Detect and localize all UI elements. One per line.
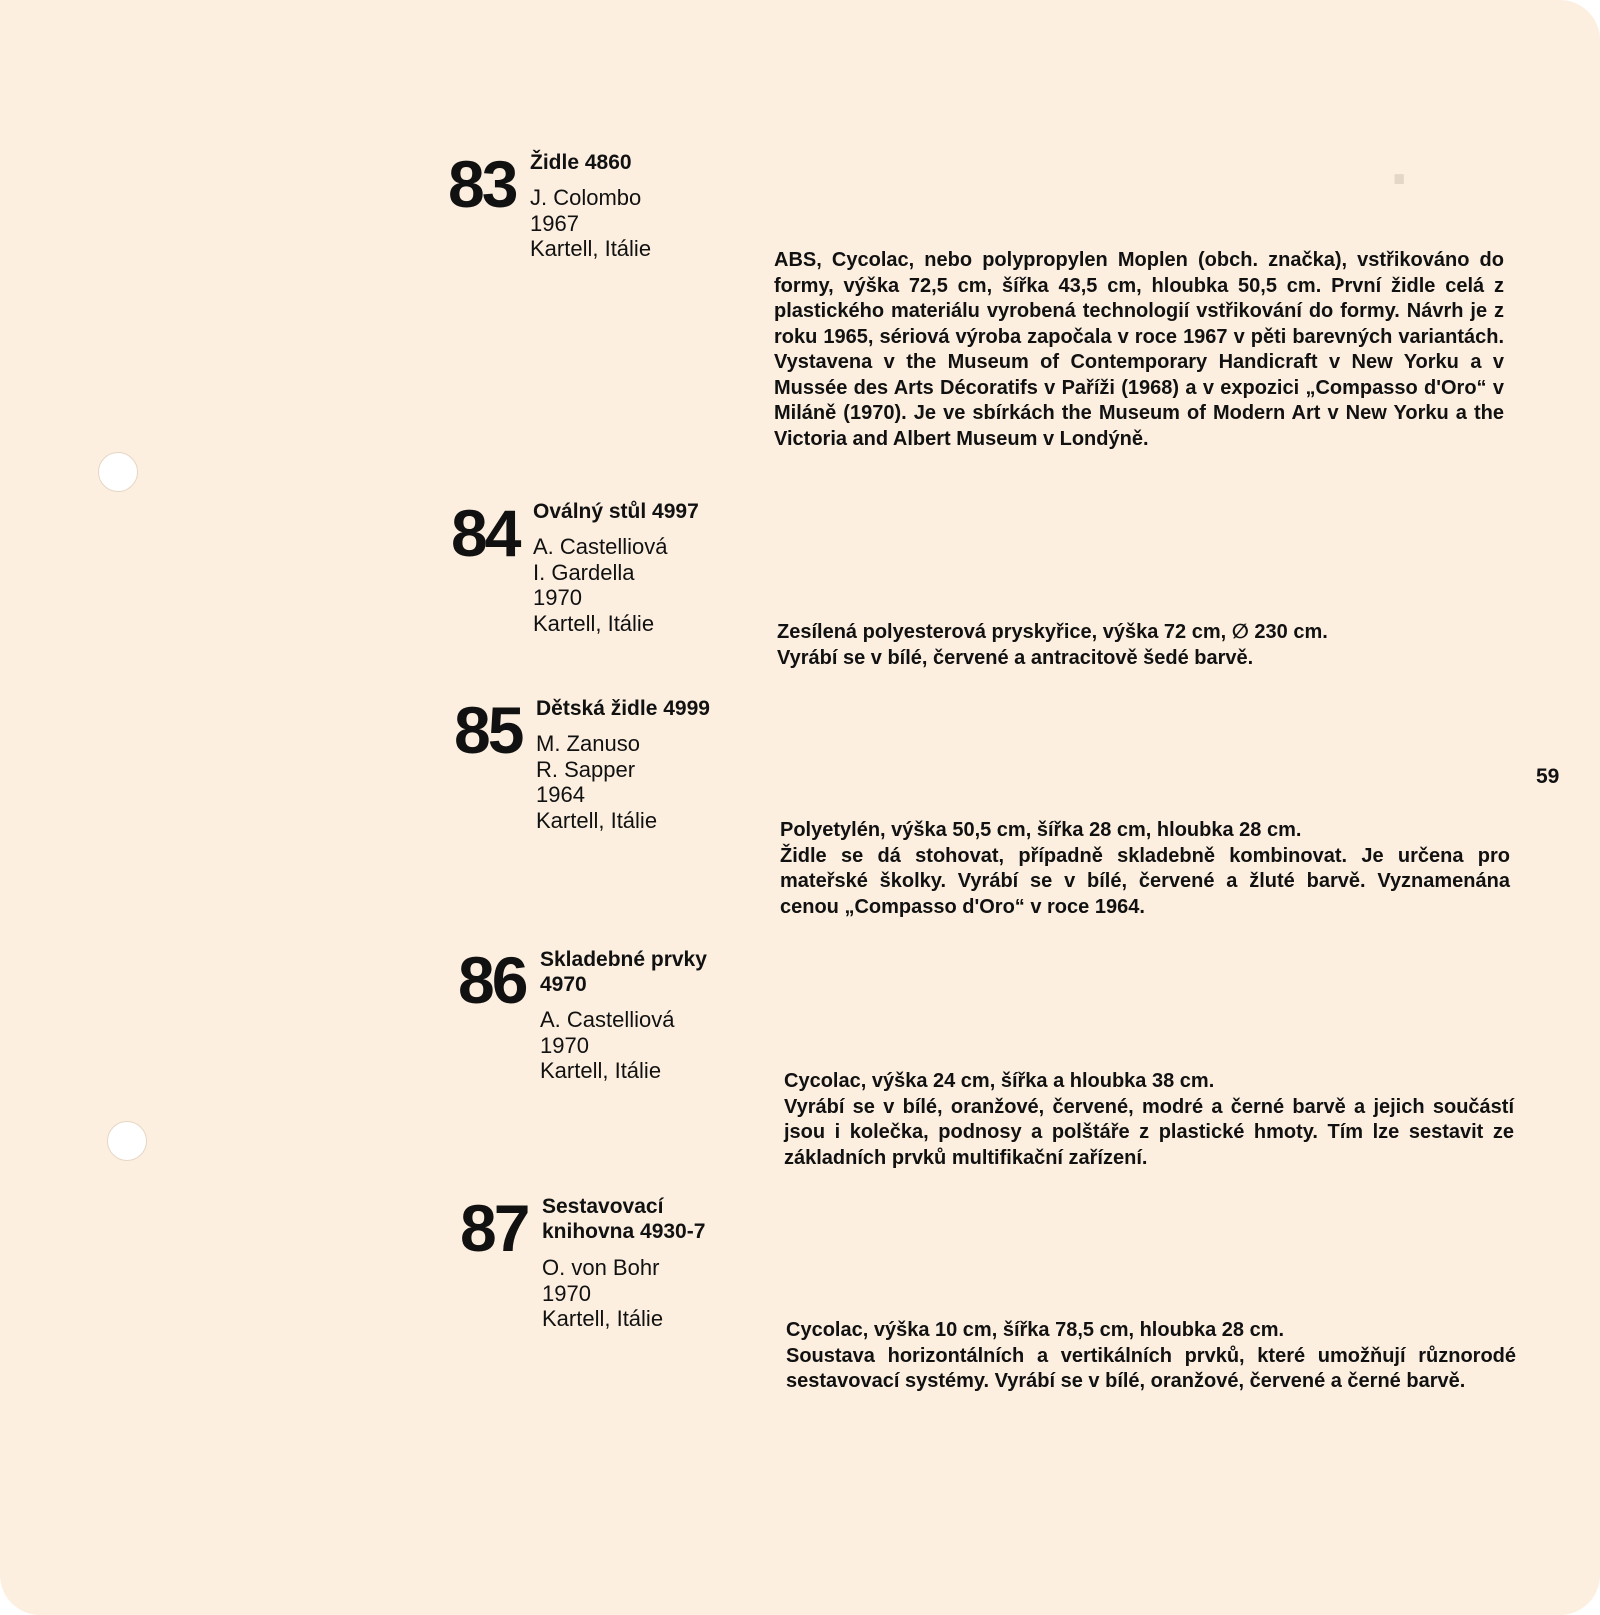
description-line: Polyetylén, výška 50,5 cm, šířka 28 cm, hloubka 28 cm.	[780, 819, 1302, 841]
year: 1970	[533, 585, 582, 610]
description-line: Cycolac, výška 10 cm, šířka 78,5 cm, hloubka 28 cm.	[786, 1319, 1285, 1341]
description-line: Vyrábí se v bílé, oranžové, červené, modré a černé barvě a jejich součástí jsou i kolečka, podnosy a polštáře z plastické hmoty. Tím lze sestavit ze základních prvků multifikační zařízení.	[784, 1095, 1514, 1169]
entry-meta	[536, 731, 657, 833]
entry-title: Dětská židle 4999	[536, 697, 710, 720]
entry-meta	[530, 185, 651, 262]
show-through-ghost: ·	[1390, 141, 1412, 215]
manufacturer: Kartell, Itálie	[540, 1058, 662, 1083]
designer: A. Castelliová	[540, 1007, 675, 1032]
entry-meta	[540, 1007, 675, 1084]
description-line: Soustava horizontálních a vertikálních prvků, které umožňují různorodé sestavovací systémy. Vyrábí se v bílé, oranžové, červené a černé barvě.	[786, 1344, 1516, 1392]
entry-description	[784, 1069, 1514, 1171]
entry-number: 86	[458, 943, 526, 1017]
entry-description	[777, 620, 1507, 671]
year: 1970	[542, 1280, 591, 1306]
page-number: 59	[1536, 765, 1560, 788]
description-line: Vyrábí se v bílé, červené a antracitově šedé barvě.	[777, 646, 1254, 669]
entry-description	[786, 1318, 1516, 1395]
entry-title: Sestavovací knihovna 4930-7	[542, 1195, 706, 1243]
binder-hole-top	[98, 452, 138, 492]
description-line: Židle se dá stohovat, případně skladebně kombinovat. Je určena pro mateřské školky. Vyrábí se v bílé, červené a žluté barvě. Vyznamenána cenou „Compasso d'Oro“ v roce 1964.	[780, 844, 1510, 918]
entry-description	[780, 818, 1510, 920]
designer: O. von Bohr	[542, 1255, 660, 1280]
entry-title: Oválný stůl 4997	[533, 500, 699, 523]
entry-number: 85	[454, 693, 522, 767]
description-line: Zesílená polyesterová pryskyřice, výška 72 cm, ∅ 230 cm.	[777, 621, 1328, 643]
entry-meta	[533, 534, 668, 636]
designer: M. Zanuso	[536, 731, 640, 756]
manufacturer: Kartell, Itálie	[530, 236, 652, 261]
entry-number: 84	[451, 496, 519, 570]
manufacturer: Kartell, Itálie	[542, 1306, 664, 1331]
manufacturer: Kartell, Itálie	[533, 610, 655, 636]
entry-title: Skladebné prvky 4970	[540, 948, 707, 996]
designer: I. Gardella	[533, 559, 635, 585]
entry-meta	[542, 1255, 663, 1332]
description-line: Cycolac, výška 24 cm, šířka a hloubka 38 cm.	[784, 1070, 1215, 1092]
entry-number: 83	[448, 147, 516, 221]
designer: R. Sapper	[536, 756, 636, 782]
designer: A. Castelliová	[533, 534, 668, 559]
manufacturer: Kartell, Itálie	[536, 807, 658, 833]
designer: J. Colombo	[530, 185, 642, 210]
entry-title: Židle 4860	[530, 151, 632, 174]
entry-description: ABS, Cycolac, nebo polypropylen Moplen (obch. značka), vstřikováno do formy, výška 72,5 cm, šířka 43,5 cm, hloubka 50,5 cm. První židle celá z plastického materiálu vyrobená technologií vstřikování do formy. Návrh je z roku 1965, sériová výroba započala v roce 1967 v pěti barevných variantách. Vystavena v the Museum of Contemporary Handicraft v New Yorku a v Mussée des Arts Décoratifs v Paříži (1968) a v expozici „Compasso d'Oro“ v Miláně (1970). Je ve sbírkách the Museum of Modern Art v New Yorku a the Victoria and Albert Museum v Londýně.	[774, 249, 1504, 450]
entry-number: 87	[460, 1191, 528, 1265]
year: 1964	[536, 782, 585, 807]
binder-hole-bottom	[107, 1121, 147, 1161]
year: 1970	[540, 1032, 589, 1058]
year: 1967	[530, 210, 579, 236]
